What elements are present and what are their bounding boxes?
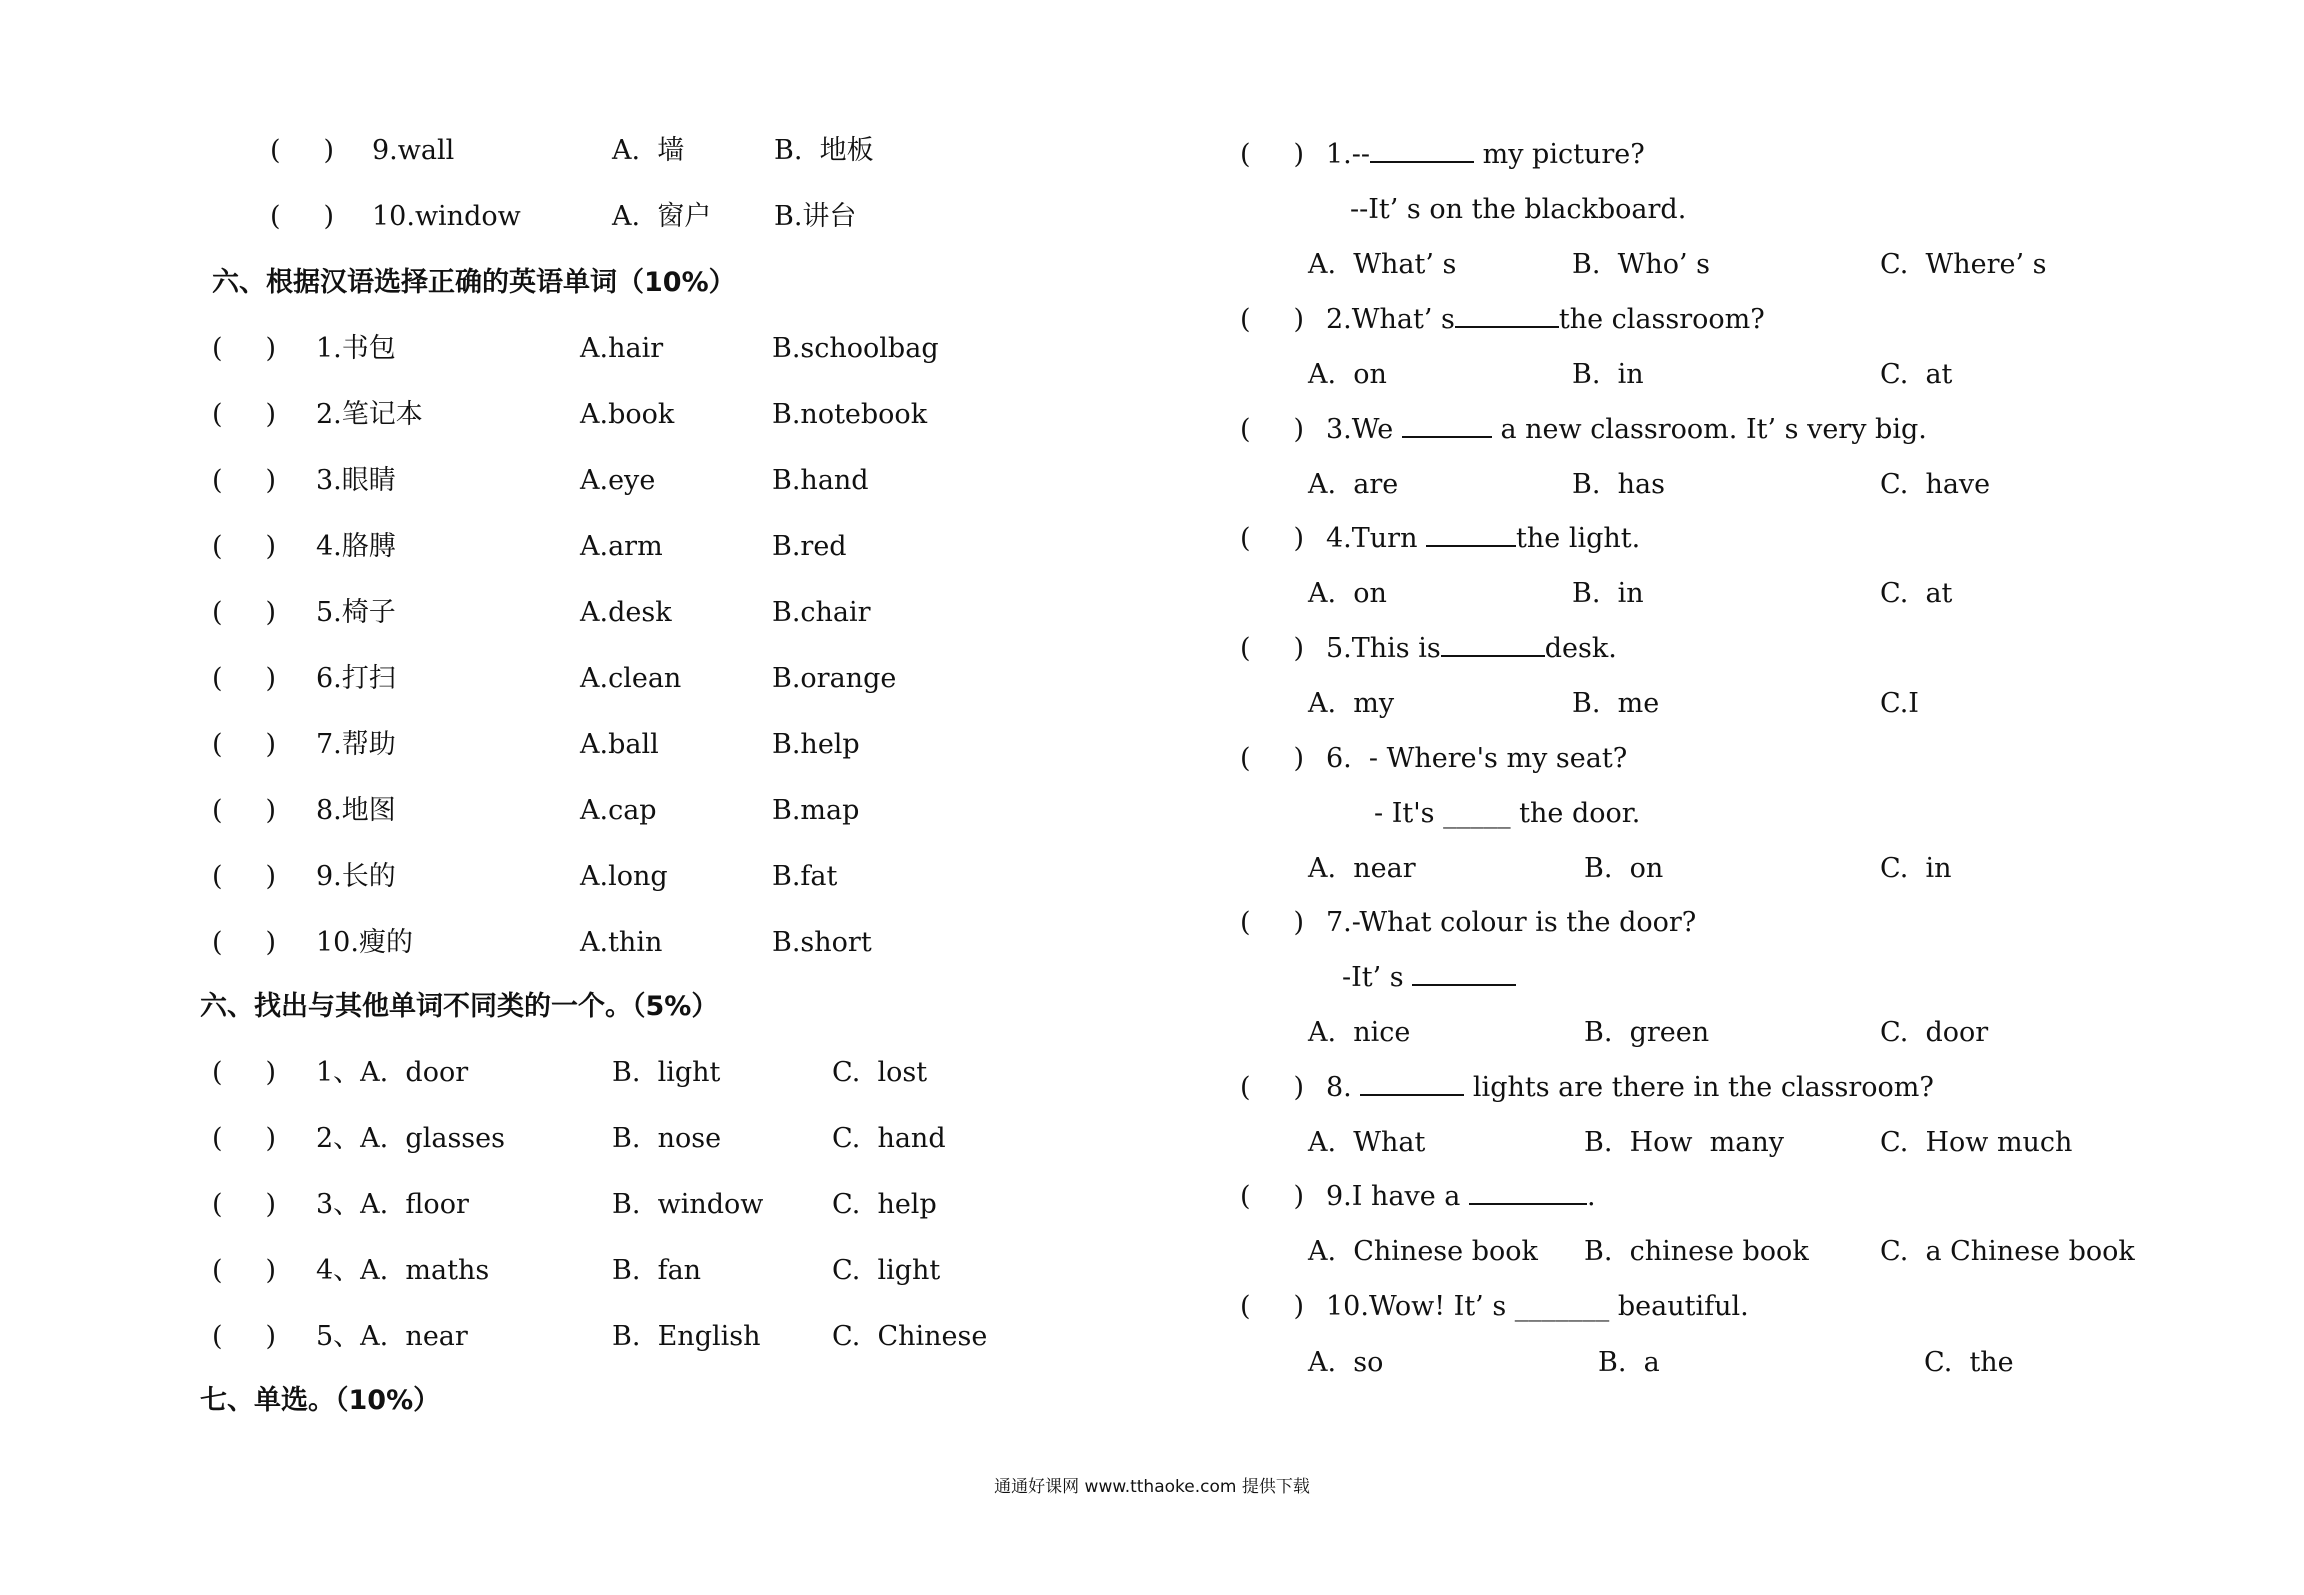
question-row	[0, 918, 1152, 968]
question-row	[0, 126, 1152, 176]
option-c: C. at	[1880, 578, 1953, 609]
option-b: B. fan	[612, 1255, 702, 1286]
question-continuation	[1152, 789, 2304, 839]
option-c: C. Where’ s	[1880, 249, 2047, 280]
option-b: B. nose	[612, 1123, 722, 1154]
answer-paren: ( )	[212, 597, 276, 628]
option-a: A. 墙	[612, 135, 685, 166]
options-row	[1152, 1227, 2304, 1277]
option-b: B.notebook	[772, 399, 928, 430]
answer-paren: ( )	[212, 465, 276, 496]
question-row	[0, 852, 1152, 902]
question-row	[0, 324, 1152, 374]
option-b: B. a	[1598, 1347, 1660, 1378]
question-row	[0, 786, 1152, 836]
fill-blank[interactable]	[1360, 1068, 1464, 1096]
answer-paren: ( )	[212, 729, 276, 760]
option-a: A. on	[1308, 359, 1387, 390]
question-text: 2.笔记本	[316, 399, 423, 430]
answer-paren: ( )	[1240, 1072, 1304, 1103]
answer-paren: ( )	[212, 1123, 276, 1154]
fill-blank[interactable]	[1426, 519, 1516, 547]
option-c: C. the	[1924, 1347, 2014, 1378]
option-c: C. How much	[1880, 1127, 2073, 1158]
answer-paren: ( )	[212, 795, 276, 826]
option-b: B.orange	[772, 663, 897, 694]
question-row	[0, 390, 1152, 440]
option-a: A. near	[1308, 853, 1416, 884]
answer-paren: ( )	[1240, 633, 1304, 664]
question-text: --It’ s on the blackboard.	[1350, 194, 1687, 225]
option-c: C. help	[832, 1189, 937, 1220]
answer-paren: ( )	[1240, 907, 1304, 938]
option-a: A.thin	[580, 927, 663, 958]
option-a: A.eye	[580, 465, 656, 496]
option-c: C. door	[1880, 1017, 1989, 1048]
option-b: B.short	[772, 927, 872, 958]
question-row	[0, 1048, 1152, 1098]
question-stem: 2.What’ s the classroom?	[1326, 295, 1765, 345]
question-text: 9.长的	[316, 861, 396, 892]
question-text: 3.眼睛	[316, 465, 396, 496]
question-text: 4.胳膊	[316, 531, 396, 562]
question-text: 10.瘦的	[316, 927, 413, 958]
question-row	[1152, 1172, 2304, 1222]
option-b: B. How many	[1584, 1127, 1785, 1158]
answer-paren: ( )	[212, 1189, 276, 1220]
options-row	[1152, 240, 2304, 290]
option-a: 1、A. door	[316, 1057, 469, 1088]
options-row	[1152, 679, 2304, 729]
question-row	[0, 720, 1152, 770]
option-b: B. 地板	[774, 135, 874, 166]
option-a: A. 窗户	[612, 201, 712, 232]
option-a: 2、A. glasses	[316, 1123, 505, 1154]
question-text: 10.window	[372, 201, 521, 232]
section-heading: 六、根据汉语选择正确的英语单词（10%）	[212, 267, 736, 298]
fill-blank[interactable]	[1402, 410, 1492, 438]
question-text: 6. - Where's my seat?	[1326, 743, 1628, 774]
options-row	[1152, 460, 2304, 510]
option-b: B. me	[1572, 688, 1660, 719]
question-row	[0, 1312, 1152, 1362]
option-a: A. What’ s	[1308, 249, 1457, 280]
question-row	[1152, 734, 2304, 784]
answer-paren: ( )	[1240, 414, 1304, 445]
footer-credit: 通通好课网 www.tthaoke.com 提供下载	[994, 1477, 1310, 1497]
answer-paren: ( )	[1240, 523, 1304, 554]
option-c: C. have	[1880, 469, 1991, 500]
question-row	[1152, 898, 2304, 948]
option-b: B. Who’ s	[1572, 249, 1711, 280]
option-b: B. English	[612, 1321, 761, 1352]
question-row	[1152, 1063, 2304, 1113]
fill-blank[interactable]	[1412, 958, 1516, 986]
question-text: 6.打扫	[316, 663, 396, 694]
option-b: B.讲台	[774, 201, 857, 232]
fill-blank[interactable]	[1469, 1177, 1587, 1205]
question-row	[1152, 624, 2304, 674]
option-b: B.chair	[772, 597, 871, 628]
question-stem: 5.This is desk.	[1326, 624, 1617, 674]
question-text: 5.椅子	[316, 597, 396, 628]
option-a: A.clean	[580, 663, 682, 694]
option-b: B. green	[1584, 1017, 1710, 1048]
question-stem: 3.We a new classroom. It’ s very big.	[1326, 405, 1927, 455]
option-a: A. What	[1308, 1127, 1426, 1158]
question-row	[0, 1114, 1152, 1164]
question-row	[1152, 514, 2304, 564]
option-c: C. at	[1880, 359, 1953, 390]
option-b: B. light	[612, 1057, 721, 1088]
option-b: B. in	[1572, 359, 1644, 390]
question-stem: 4.Turn the light.	[1326, 514, 1640, 564]
options-row	[1152, 350, 2304, 400]
answer-paren: ( )	[212, 399, 276, 430]
option-c: C. lost	[832, 1057, 928, 1088]
option-a: A. Chinese book	[1308, 1236, 1538, 1267]
question-row	[1152, 130, 2304, 180]
options-row	[1152, 1118, 2304, 1168]
question-stem: 9.I have a .	[1326, 1172, 1596, 1222]
answer-paren: ( )	[212, 861, 276, 892]
option-a: 3、A. floor	[316, 1189, 469, 1220]
question-row	[0, 192, 1152, 242]
answer-paren: ( )	[1240, 743, 1304, 774]
answer-paren: ( )	[212, 333, 276, 364]
option-b: B. chinese book	[1584, 1236, 1809, 1267]
option-c: C. hand	[832, 1123, 946, 1154]
option-c: C. a Chinese book	[1880, 1236, 2135, 1267]
question-text: 7.-What colour is the door?	[1326, 907, 1697, 938]
option-b: B. on	[1584, 853, 1664, 884]
options-row	[1152, 1008, 2304, 1058]
option-a: A.cap	[580, 795, 657, 826]
question-row	[1152, 295, 2304, 345]
option-b: B.hand	[772, 465, 869, 496]
options-row	[1152, 1338, 2304, 1388]
question-text: 8.地图	[316, 795, 396, 826]
option-a: 4、A. maths	[316, 1255, 490, 1286]
option-c: C. light	[832, 1255, 941, 1286]
option-b: B.map	[772, 795, 860, 826]
answer-paren: ( )	[1240, 139, 1304, 170]
options-row	[1152, 844, 2304, 894]
option-c: C. in	[1880, 853, 1952, 884]
answer-paren: ( )	[1240, 1291, 1304, 1322]
option-b: B. has	[1572, 469, 1665, 500]
option-a: A. my	[1308, 688, 1395, 719]
question-row	[0, 522, 1152, 572]
option-b: B. window	[612, 1189, 764, 1220]
section-heading: 六、找出与其他单词不同类的一个。（5%）	[200, 991, 719, 1022]
answer-paren: ( )	[212, 1057, 276, 1088]
answer-paren: ( )	[212, 927, 276, 958]
answer-paren: ( )	[212, 663, 276, 694]
question-row	[0, 654, 1152, 704]
option-a: A. nice	[1308, 1017, 1411, 1048]
option-a: A.long	[580, 861, 668, 892]
question-row	[1152, 1282, 2304, 1332]
answer-paren: ( )	[1240, 304, 1304, 335]
options-row	[1152, 569, 2304, 619]
option-a: A.arm	[580, 531, 663, 562]
question-row	[0, 588, 1152, 638]
answer-paren: ( )	[212, 1255, 276, 1286]
option-b: B.red	[772, 531, 847, 562]
option-a: A.hair	[580, 333, 664, 364]
option-a: A.desk	[580, 597, 672, 628]
question-text: 1.书包	[316, 333, 396, 364]
answer-paren: ( )	[212, 531, 276, 562]
option-b: B.fat	[772, 861, 838, 892]
option-b: B.help	[772, 729, 860, 760]
question-text: - It's _____ the door.	[1374, 798, 1641, 829]
question-row	[0, 1180, 1152, 1230]
answer-paren: ( )	[270, 201, 334, 232]
question-text: 7.帮助	[316, 729, 396, 760]
option-b: B.schoolbag	[772, 333, 939, 364]
fill-blank[interactable]	[1455, 300, 1559, 328]
question-text: 9.wall	[372, 135, 455, 166]
option-b: B. in	[1572, 578, 1644, 609]
question-row	[0, 1246, 1152, 1296]
section-heading: 七、单选。（10%）	[200, 1385, 441, 1416]
option-a: A. so	[1308, 1347, 1384, 1378]
option-c: C.I	[1880, 688, 1919, 719]
option-a: A.ball	[580, 729, 659, 760]
question-stem: 1.-- my picture?	[1326, 130, 1645, 180]
answer-paren: ( )	[270, 135, 334, 166]
question-row	[1152, 405, 2304, 455]
question-continuation	[1152, 185, 2304, 235]
answer-paren: ( )	[1240, 1181, 1304, 1212]
answer-paren: ( )	[212, 1321, 276, 1352]
fill-blank[interactable]	[1441, 629, 1545, 657]
option-a: A. are	[1308, 469, 1399, 500]
question-stem: -It’ s	[1342, 953, 1516, 1003]
question-text: 10.Wow! It’ s _______ beautiful.	[1326, 1291, 1749, 1322]
option-c: C. Chinese	[832, 1321, 988, 1352]
fill-blank[interactable]	[1370, 135, 1474, 163]
option-a: A.book	[580, 399, 675, 430]
question-continuation	[1152, 953, 2304, 1003]
option-a: A. on	[1308, 578, 1387, 609]
question-stem: 8. lights are there in the classroom?	[1326, 1063, 1934, 1113]
question-row	[0, 456, 1152, 506]
option-a: 5、A. near	[316, 1321, 468, 1352]
